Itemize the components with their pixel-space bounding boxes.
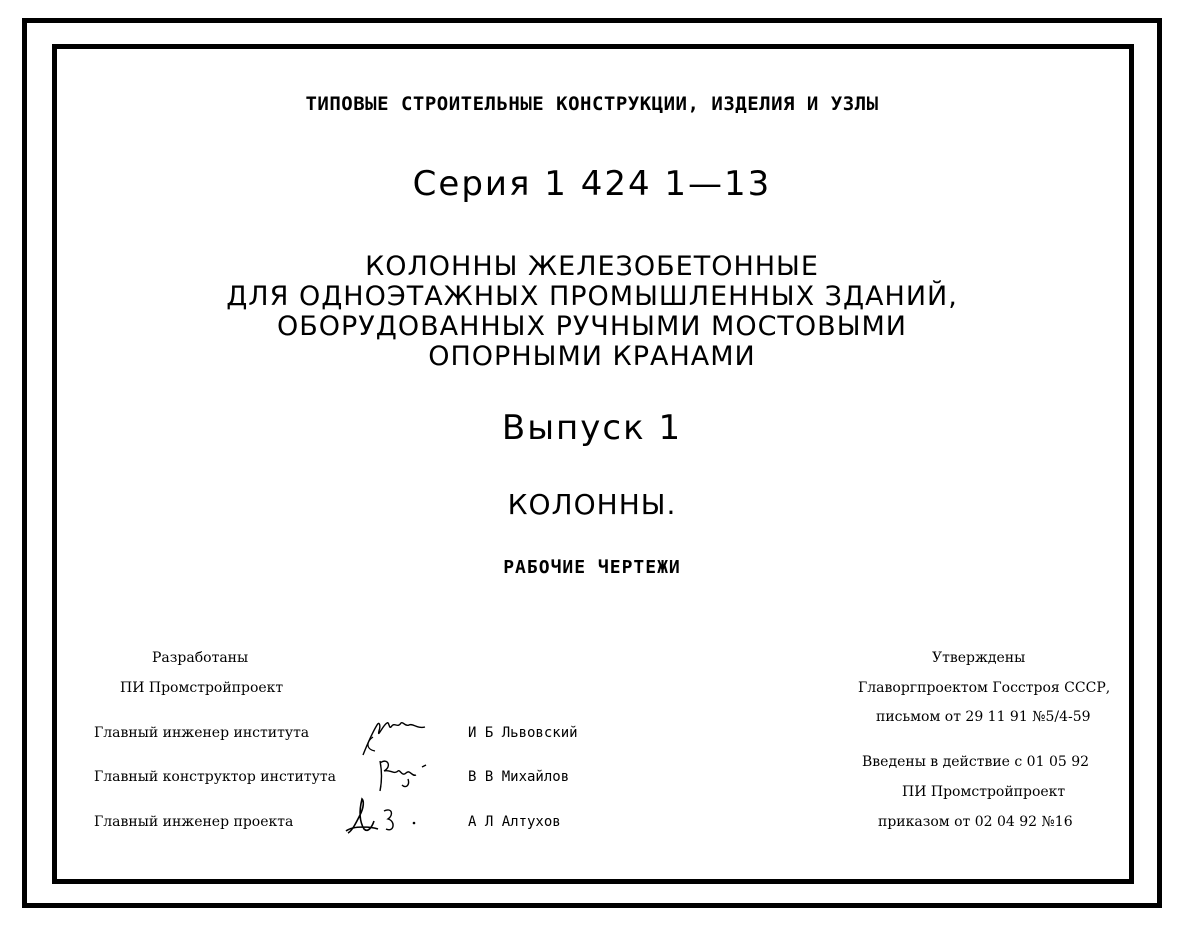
name-altukhov: А Л Алтухов	[468, 814, 561, 830]
title-line: ОБОРУДОВАННЫХ РУЧНЫМИ МОСТОВЫМИ	[276, 311, 908, 342]
position-chief-designer: Главный конструктор института	[94, 769, 336, 785]
signature-altukhov	[342, 793, 422, 843]
name-mikhailov: В В Михайлов	[468, 769, 570, 785]
approved-letter: письмом от 29 11 91 №5/4-59	[876, 709, 1091, 725]
name-lvovsky: И Б Львовский	[468, 725, 578, 741]
subtitle: КОЛОННЫ.	[507, 488, 677, 521]
header-title: ТИПОВЫЕ СТРОИТЕЛЬНЫЕ КОНСТРУКЦИИ, ИЗДЕЛИЯ И УЗЛЫ	[305, 93, 879, 115]
signature-mikhailov	[372, 755, 432, 795]
approved-by: Главоргпроектом Госстроя СССР,	[858, 680, 1111, 696]
approved-label: Утверждены	[932, 650, 1026, 666]
document-title	[0, 252, 1184, 372]
work-drawings-label: РАБОЧИЕ ЧЕРТЕЖИ	[503, 557, 681, 578]
title-line: ОПОРНЫМИ КРАНАМИ	[428, 341, 756, 372]
enacted-org: ПИ Промстройпроект	[902, 784, 1066, 800]
enacted-order: приказом от 02 04 92 №16	[878, 814, 1073, 830]
developed-label: Разработаны	[152, 650, 249, 666]
title-line: КОЛОННЫ ЖЕЛЕЗОБЕТОННЫЕ	[365, 251, 819, 282]
position-project-engineer: Главный инженер проекта	[94, 814, 294, 830]
series-number: Серия 1 424 1—13	[412, 164, 772, 204]
signature-lvovsky	[355, 715, 435, 760]
issue-number: Выпуск 1	[501, 408, 683, 448]
enacted-date: Введены в действие с 01 05 92	[862, 754, 1090, 770]
developed-org: ПИ Промстройпроект	[120, 680, 284, 696]
title-line: ДЛЯ ОДНОЭТАЖНЫХ ПРОМЫШЛЕННЫХ ЗДАНИЙ,	[226, 281, 958, 312]
position-chief-engineer: Главный инженер института	[94, 725, 310, 741]
